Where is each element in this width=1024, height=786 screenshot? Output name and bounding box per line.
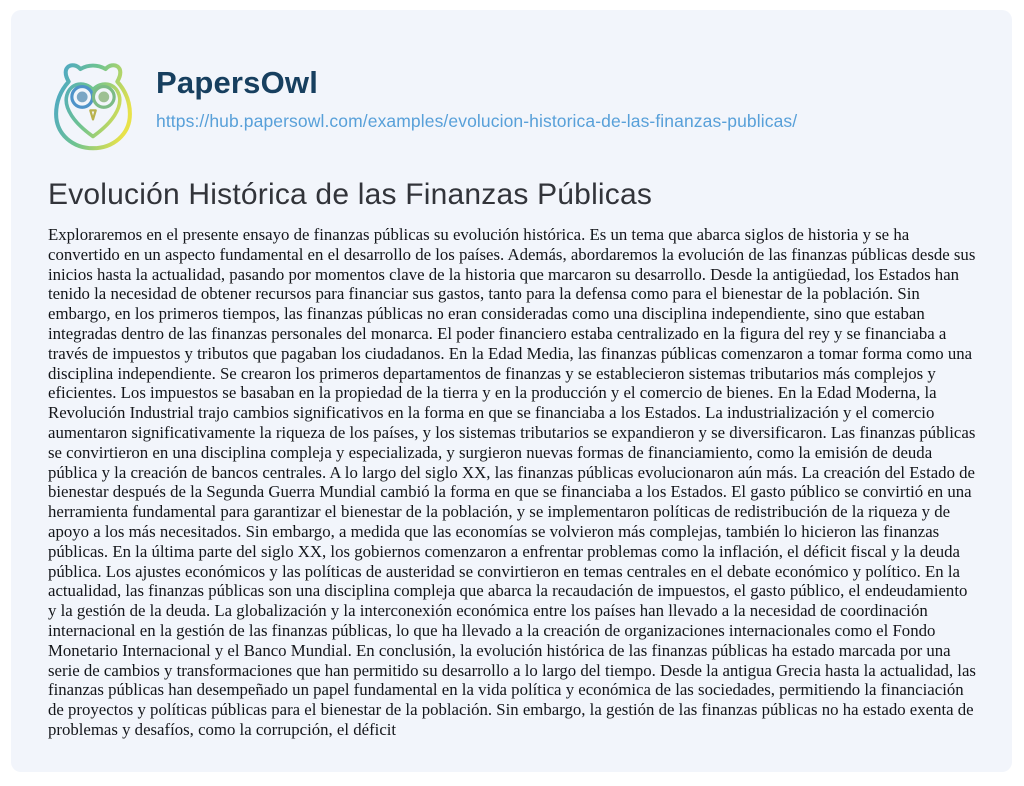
article-body-text: Exploraremos en el presente ensayo de finanzas públicas su evolución histórica. Es un tema que abarca siglos de historia y se ha convertido en un aspecto fundamental en el desarrollo de los países. Además, abordaremos la evolución de las finanzas públicas desde sus inicios hasta la actualidad, pasando por momentos clave de la historia que marcaron su desarrollo. Desde la antigüedad, los Estados han tenido la necesidad de obtener recursos para financiar sus gastos, tanto para la defensa como para el bienestar de la población. Sin embargo, en los primeros tiempos, las finanzas públicas no eran consideradas como una disciplina independiente, sino que estaban integradas dentro de las finanzas personales del monarca. El poder financiero estaba centralizado en la figura del rey y se financiaba a través de impuestos y tributos que pagaban los ciudadanos. En la Edad Media, las finanzas públicas comenzaron a tomar forma como una disciplina independiente. Se crearon los primeros departamentos de finanzas y se establecieron sistemas tributarios más complejos y eficientes. Los impuestos se basaban en la propiedad de la tierra y en la producción y el comercio de bienes. En la Edad Moderna, la Revolución Industrial trajo cambios significativos en la forma en que se financiaba a los Estados. La industrialización y el comercio aumentaron significativamente la riqueza de los países, y los sistemas tributarios se expandieron y se diversificaron. Las finanzas públicas se convirtieron en una disciplina compleja y especializada, y surgieron nuevas formas de financiamiento, como la emisión de deuda pública y la creación de bancos centrales. A lo largo del siglo XX, las finanzas públicas evolucionaron aún más. La creación del Estado de bienestar después de la Segunda Guerra Mundial cambió la forma en que se financiaba a los Estados. El gasto público se convirtió en una herramienta fundamental para garantizar el bienestar de la población, y se implementaron políticas de redistribución de la riqueza y de apoyo a los más necesitados. Sin embargo, a medida que las economías se volvieron más complejas, también lo hicieron las finanzas públicas. En la última parte del siglo XX, los gobiernos comenzaron a enfrentar problemas como la inflación, el déficit fiscal y la deuda pública. Los ajustes económicos y las políticas de austeridad se convirtieron en temas centrales en el debate económico y político. En la actualidad, las finanzas públicas son una disciplina compleja que abarca la recaudación de impuestos, el gasto público, el endeudamiento y la gestión de la deuda. La globalización y la interconexión económica entre los países han llevado a la necesidad de coordinación internacional en la gestión de las finanzas públicas, lo que ha llevado a la creación de organizaciones internacionales como el Fondo Monetario Internacional y el Banco Mundial. En conclusión, la evolución histórica de las finanzas públicas ha estado marcada por una serie de cambios y transformaciones que han permitido su desarrollo a lo largo del tiempo. Desde la antigua Grecia hasta la actualidad, las finanzas públicas han desempeñado un papel fundamental en la vida política y económica de las sociedades, permitiendo la financiación de proyectos y políticas públicas para el bienestar de la población. Sin embargo, la gestión de las finanzas públicas no ha estado exenta de problemas y desafíos, como la corrupción, el déficit xyxy=(48,225,976,739)
brand-name: PapersOwl xyxy=(156,65,319,100)
page-url-link[interactable]: https://hub.papersowl.com/examples/evolucion-historica-de-las-finanzas-publicas/ xyxy=(156,111,798,131)
brand-block xyxy=(156,57,797,132)
article-title: Evolución Histórica de las Finanzas Públicas xyxy=(48,178,653,211)
papersowl-owl-logo-icon xyxy=(48,57,138,153)
site-header xyxy=(48,57,975,153)
page-card xyxy=(11,10,1012,772)
